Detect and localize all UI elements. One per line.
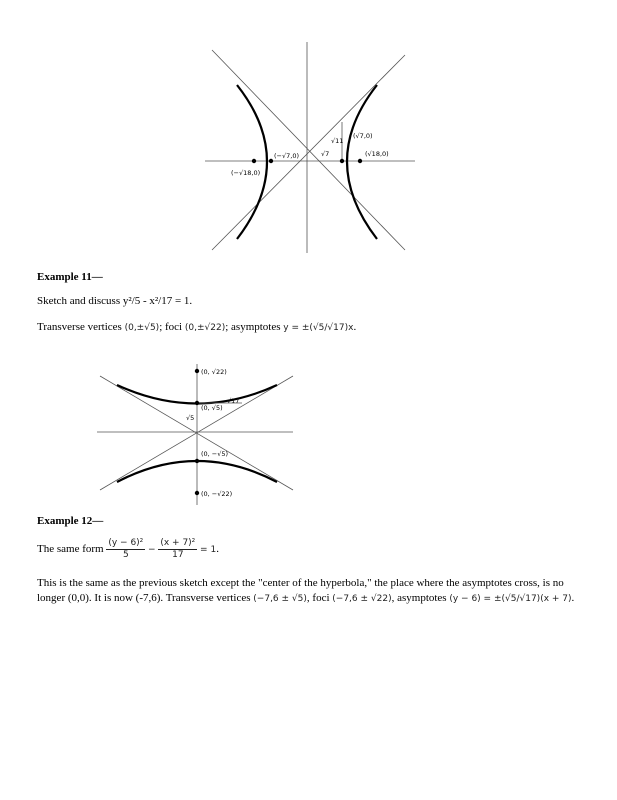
asymptotes-math: (y − 6) = ±(√5/√17)(x + 7) [449, 594, 572, 604]
end-period: . [571, 592, 575, 604]
label-vertex-left: (−√7,0) [274, 152, 299, 160]
label-vertex-right: (√7,0) [353, 132, 373, 140]
foci-math: (0,±√22) [184, 323, 226, 333]
same-form-label: The same form [37, 543, 104, 556]
example-12-heading: Example 12— [37, 515, 104, 527]
vertex-right-point [340, 159, 344, 163]
figure-vertical-hyperbola [95, 362, 300, 507]
minus-sign: − [148, 545, 156, 556]
body-text: This is the same as the previous sketch except the "center of the hyperbola," the place where the asymptotes cross, is no longer (0,0). It is now (-7,6). Transverse vertices [37, 577, 564, 604]
label-focus-left: (−√18,0) [231, 169, 261, 177]
fraction-x [158, 538, 197, 561]
fraction-y-numerator: (y − 6)² [108, 538, 144, 548]
example-12-equation [37, 538, 219, 561]
label-vertex-bottom: (0, −√5) [201, 450, 229, 458]
equals-one: = 1 [200, 545, 217, 556]
focus-left-point [252, 159, 256, 163]
focus-right-point [358, 159, 362, 163]
example-11-prompt: Sketch and discuss y²/5 - x²/17 = 1. [37, 295, 193, 307]
focus-top-point [195, 369, 199, 373]
label-vertex-top: (0, √5) [201, 404, 223, 412]
label-focus-right: (√18,0) [365, 150, 389, 158]
vertices-label: Transverse vertices [37, 321, 122, 333]
label-focus-top: (0, √22) [201, 368, 227, 376]
period: . [216, 543, 219, 556]
label-sqrt11: √11 [331, 137, 344, 145]
foci-math: (−7,6 ± √22) [332, 594, 392, 604]
focus-bottom-point [195, 491, 199, 495]
label-focus-bottom: (0, −√22) [201, 490, 233, 498]
example-11-summary [37, 320, 356, 336]
asymptotes-label: , asymptotes [391, 592, 447, 604]
vertices-math: (0,±√5) [124, 323, 160, 333]
label-sqrt17: √17 [227, 397, 240, 405]
label-sqrt5: √5 [186, 414, 195, 422]
fraction-y [106, 538, 145, 561]
figure-horizontal-hyperbola [200, 40, 425, 255]
example-12-body [37, 576, 577, 607]
label-sqrt7: √7 [321, 150, 330, 158]
foci-label: , foci [306, 592, 330, 604]
left-branch [237, 85, 267, 239]
fraction-y-denominator: 5 [122, 550, 129, 560]
asymptotes-label: ; asymptotes [225, 321, 281, 333]
vertex-bottom-point [195, 459, 199, 463]
vertex-top-point [195, 401, 199, 405]
vertex-left-point [269, 159, 273, 163]
vertices-math: (−7,6 ± √5) [253, 594, 307, 604]
foci-label: ; foci [159, 321, 183, 333]
period: . [353, 321, 357, 333]
asymptotes-math: y = ±(√5/√17)x [283, 323, 354, 333]
example-11-heading: Example 11— [37, 271, 103, 283]
fraction-x-numerator: (x + 7)² [160, 538, 196, 548]
fraction-x-denominator: 17 [172, 550, 184, 560]
